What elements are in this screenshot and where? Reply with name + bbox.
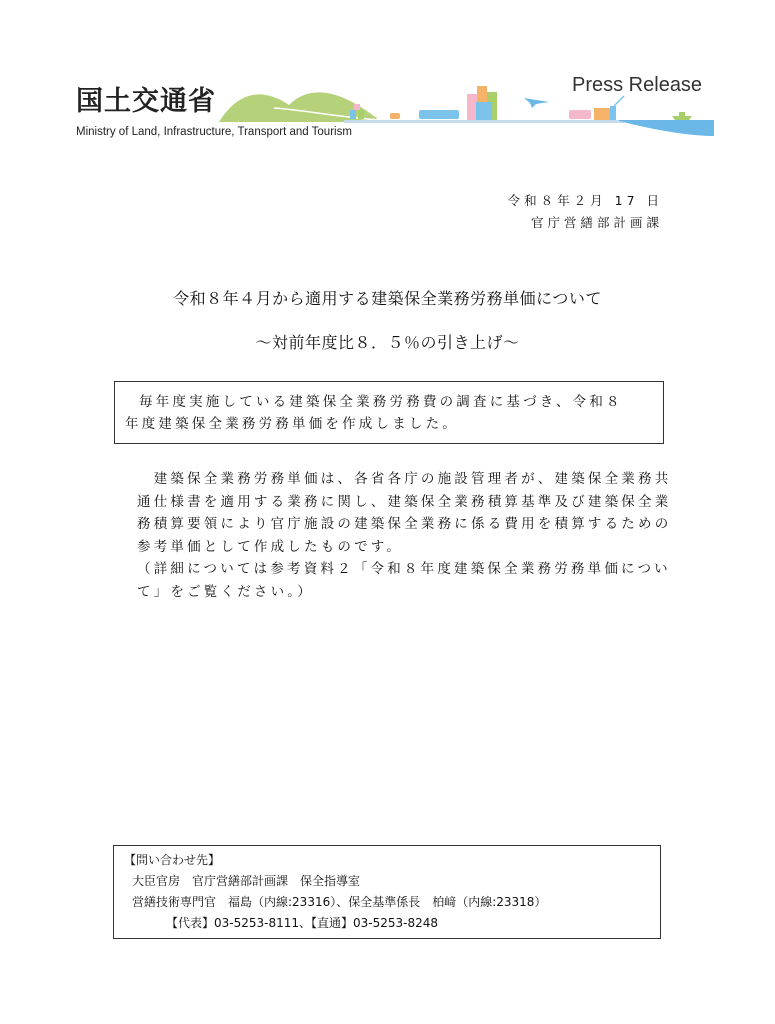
date-block	[508, 190, 663, 234]
body-paragraph: 建築保全業務労務単価は、各省各庁の施設管理者が、建築保全業務共通仕様書を適用する業務に関し、建築保全業務積算基準及び建築保全業務積算要領により官庁施設の建築保全業務に係る費用を積算するための参考単価として作成したものです。	[137, 471, 672, 555]
summary-box	[114, 381, 664, 444]
body-note: （詳細については参考資料２「令和８年度建築保全業務労務単価について」をご覧ください。）	[137, 561, 671, 600]
issuing-department: 官庁営繕部計画課	[530, 215, 663, 230]
contact-heading: 【問い合わせ先】	[124, 853, 221, 867]
ministry-logo-en: Ministry of Land, Infrastructure, Transport and Tourism	[76, 126, 352, 138]
ministry-logo-jp: 国土交通省	[76, 86, 216, 117]
contact-persons: 営繕技術専門官 福島（内線:23316）、保全基準係長 柏﨑（内線:23318）	[132, 895, 547, 909]
body-text	[137, 468, 677, 603]
document-subtitle: ～対前年度比８．５％の引き上げ～	[255, 333, 520, 352]
contact-box	[113, 845, 661, 939]
contact-office: 大臣官房 官庁営繕部計画課 保全指導室	[132, 874, 361, 888]
document-title: 令和８年４月から適用する建築保全業務労務単価について	[173, 289, 602, 308]
press-release-label: Press Release	[572, 74, 703, 96]
summary-line-2: 年度建築保全業務労務単価を作成しました。	[125, 416, 459, 432]
release-date: 令和８年２月 17 日	[507, 193, 663, 208]
contact-phones: 【代表】03-5253-8111、【直通】03-5253-8248	[166, 916, 439, 930]
summary-line-1: 毎年度実施している建築保全業務労務費の調査に基づき、令和８	[139, 394, 623, 410]
